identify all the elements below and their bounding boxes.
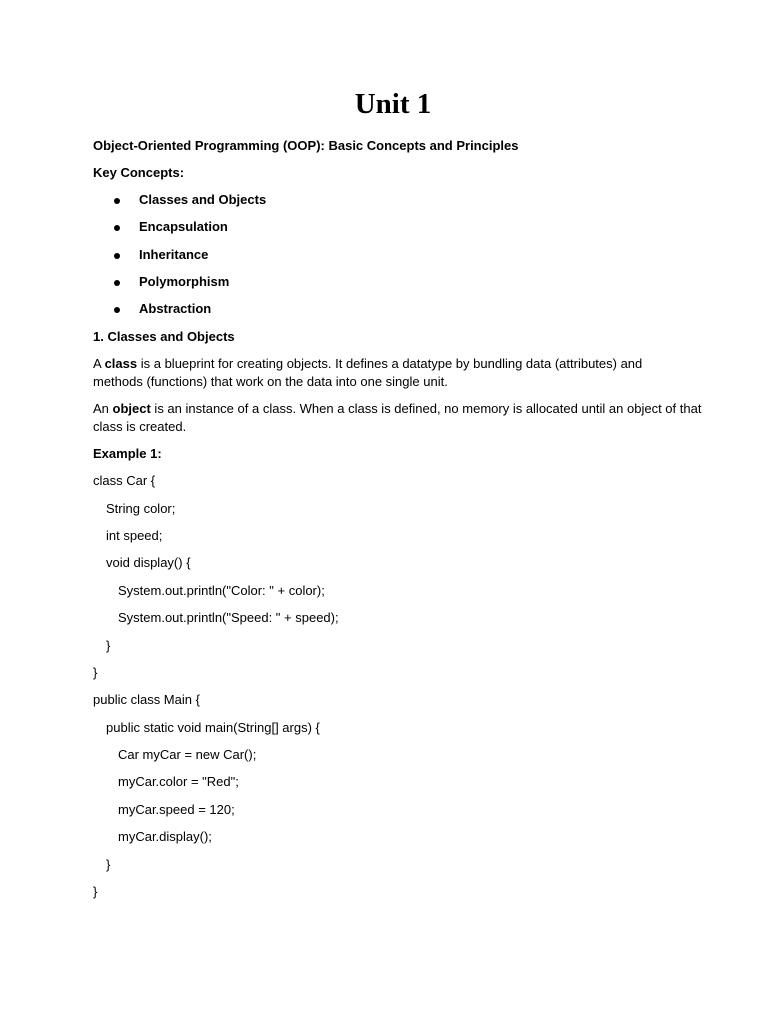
paragraph-object-line2: class is created. — [93, 419, 187, 434]
code-line: String color; — [106, 501, 176, 516]
code-line: } — [93, 884, 98, 899]
code-line: myCar.color = "Red"; — [118, 774, 239, 789]
code-line: } — [106, 857, 111, 872]
code-line: Car myCar = new Car(); — [118, 747, 257, 762]
code-line: public class Main { — [93, 692, 200, 707]
term-object: object — [112, 401, 151, 416]
text-span: is an instance of a class. When a class is defined, no memory is allocated until an object of that — [150, 401, 702, 416]
bullet-icon — [114, 253, 120, 259]
code-line: public static void main(String[] args) { — [106, 720, 320, 735]
paragraph-class-line2: methods (functions) that work on the data into one single unit. — [93, 374, 448, 389]
bullet-icon — [114, 225, 120, 231]
document-subtitle: Object-Oriented Programming (OOP): Basic Concepts and Principles — [93, 138, 519, 153]
term-class: class — [104, 356, 138, 371]
paragraph-class-line1 — [93, 355, 642, 373]
text-span: A — [93, 356, 105, 371]
list-item: Encapsulation — [139, 219, 228, 234]
code-line: myCar.speed = 120; — [118, 802, 235, 817]
code-line: void display() { — [106, 555, 191, 570]
page-title: Unit 1 — [354, 88, 432, 120]
list-item: Inheritance — [139, 247, 209, 262]
list-item: Polymorphism — [139, 274, 230, 289]
code-line: System.out.println("Speed: " + speed); — [118, 610, 339, 625]
text-span: An — [93, 401, 113, 416]
key-concepts-heading: Key Concepts: — [93, 165, 185, 180]
list-item: Classes and Objects — [139, 192, 267, 207]
code-line: int speed; — [106, 528, 163, 543]
paragraph-object-line1 — [93, 400, 701, 418]
code-line: System.out.println("Color: " + color); — [118, 583, 325, 598]
code-line: myCar.display(); — [118, 829, 212, 844]
bullet-icon — [114, 198, 120, 204]
section-heading: 1. Classes and Objects — [93, 329, 235, 344]
text-span: is a blueprint for creating objects. It defines a datatype by bundling data (attributes) and — [137, 356, 643, 371]
code-line: class Car { — [93, 473, 156, 488]
list-item: Abstraction — [139, 301, 212, 316]
code-line: } — [93, 665, 98, 680]
code-line: } — [106, 638, 111, 653]
example-heading: Example 1: — [93, 446, 162, 461]
bullet-icon — [114, 280, 120, 286]
bullet-icon — [114, 307, 120, 313]
